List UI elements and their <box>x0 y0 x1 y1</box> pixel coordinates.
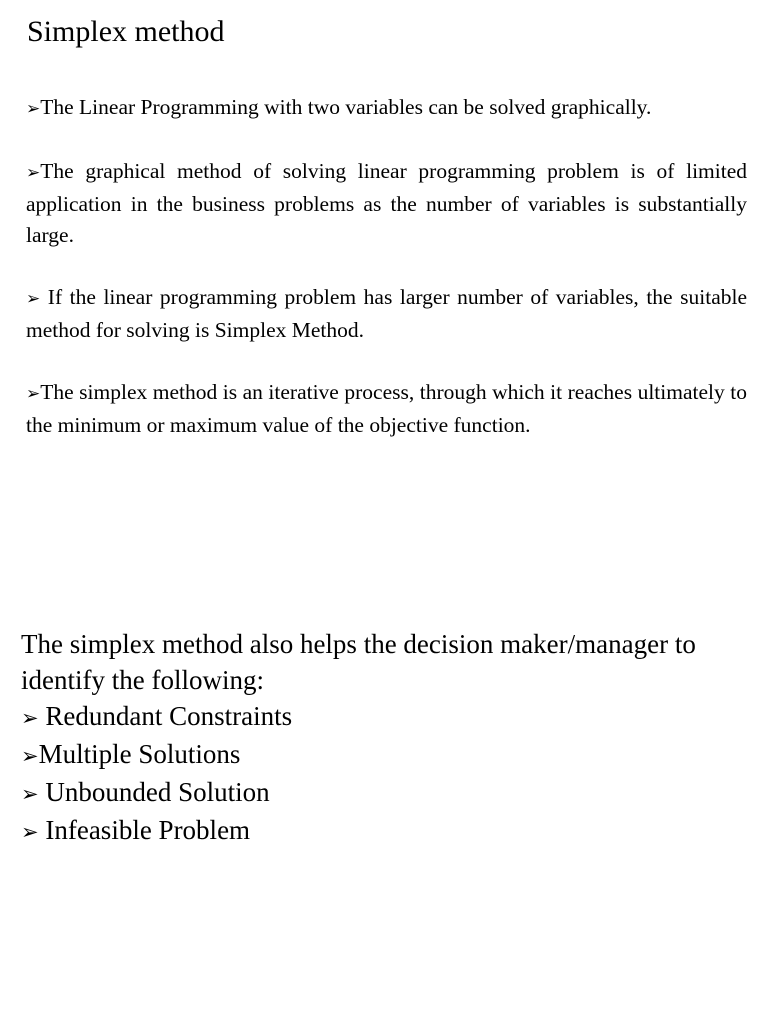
arrowhead-bullet-icon: ➢ <box>21 782 39 806</box>
bullet-text: If the linear programming problem has larger number of variables, the suitable method for solving is Simplex Method. <box>26 285 753 342</box>
arrowhead-bullet-icon: ➢ <box>26 163 41 183</box>
arrowhead-bullet-icon: ➢ <box>26 384 41 404</box>
summary-item <box>21 774 756 812</box>
bullet-text: The simplex method is an iterative process, through which it reaches ultimately to the minimum or maximum value of the objective function. <box>26 380 747 437</box>
summary-item <box>21 736 756 774</box>
summary-item-text: Unbounded Solution <box>38 777 270 807</box>
bullet-paragraph <box>26 92 747 125</box>
summary-section <box>21 626 756 850</box>
summary-item-text: Infeasible Problem <box>38 815 251 845</box>
summary-item <box>21 812 756 850</box>
arrowhead-bullet-icon: ➢ <box>26 99 41 119</box>
arrowhead-bullet-icon: ➢ <box>26 289 41 309</box>
bullet-paragraph <box>26 377 747 441</box>
page-title: Simplex method <box>27 15 225 48</box>
bullet-list <box>26 92 753 472</box>
bullet-paragraph <box>26 156 747 251</box>
summary-item-text: Redundant Constraints <box>38 701 293 731</box>
bullet-text: The Linear Programming with two variables can be solved graphically. <box>40 95 652 119</box>
bullet-text: The graphical method of solving linear programming problem is of limited application in the business problems as the number of variables is substantially large. <box>26 159 747 247</box>
summary-item-text: Multiple Solutions <box>38 739 241 769</box>
summary-item <box>21 698 756 736</box>
bullet-paragraph <box>26 282 753 346</box>
arrowhead-bullet-icon: ➢ <box>21 706 39 730</box>
arrowhead-bullet-icon: ➢ <box>21 744 39 768</box>
summary-list <box>21 698 756 850</box>
arrowhead-bullet-icon: ➢ <box>21 820 39 844</box>
summary-intro: The simplex method also helps the decision maker/manager to identify the following: <box>21 629 696 695</box>
